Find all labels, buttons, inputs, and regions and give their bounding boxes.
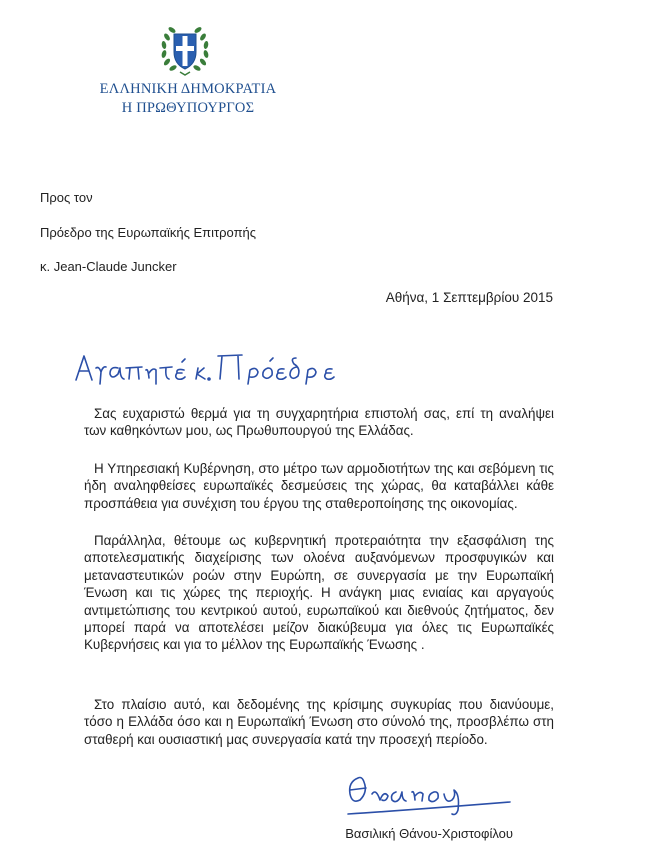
handwritten-signature: [340, 770, 520, 820]
recipient-line-2: Πρόεδρο της Ευρωπαϊκής Επιτροπής: [40, 225, 257, 240]
signature-handwriting-icon: [340, 770, 520, 820]
recipient-line-1: Προς τον: [40, 190, 93, 205]
header-line-republic: ΕΛΛΗΝΙΚΗ ΔΗΜΟΚΡΑΤΙΑ: [99, 81, 277, 97]
coat-of-arms-emblem: [158, 22, 212, 78]
paragraph-government: Η Υπηρεσιακή Κυβέρνηση, στο μέτρο των αρμοδιοτήτων της και σεβόμενη τις ήδη αναληφθείσες ευρωπαϊκές δεσμεύσεις της χώρας, θα καταβάλλει κάθε προσπάθεια για συνέχιση του έργου της σταθεροποίησης της οικονομίας.: [84, 461, 554, 511]
salutation-handwriting-icon: [70, 346, 350, 386]
letter-date: Αθήνα, 1 Σεπτεμβρίου 2015: [385, 290, 553, 305]
header-line-prime-minister: Η ΠΡΩΘΥΠΟΥΡΓΟΣ: [121, 100, 255, 116]
signer-name: Βασιλική Θάνου-Χριστοφίλου: [345, 826, 513, 841]
recipient-line-3: κ. Jean-Claude Juncker: [40, 259, 177, 274]
paragraph-migration: Παράλληλα, θέτουμε ως κυβερνητική προτεραιότητα την εξασφάλιση της αποτελεσματικής διαχείρισης των ολοένα αυξανόμενων προσφυγικών και μεταναστευτικών ροών στην Ευρώπη, σε συνεργασία με την Ευρωπαϊκή Ένωση και τις χώρες της περιοχής. Η ανάγκη μιας ενιαίας και αργαγούς αντιμετώπισης του κεντρικού αυτού, ευρωπαϊκού και διεθνούς ζητήματος, δεν μπορεί παρά να αποτελέσει μείζον διακύβευμα για όλες τις Ευρωπαϊκές Κυβερνήσεις και για το μέλλον της Ευρωπαϊκής Ένωσης .: [84, 533, 554, 653]
laurel-shield-icon: [158, 22, 212, 78]
government-header: [88, 80, 288, 118]
handwritten-salutation: [70, 346, 350, 386]
paragraph-thanks: Σας ευχαριστώ θερμά για τη συγχαρητήρια επιστολή σας, επί τη αναλήψει των καθηκόντων μου, ως Πρωθυπουργού της Ελλάδας.: [84, 406, 554, 439]
paragraph-cooperation: Στο πλαίσιο αυτό, και δεδομένης της κρίσιμης συγκυρίας που διανύουμε, τόσο η Ελλάδα όσο και η Ευρωπαϊκή Ένωση στο σύνολό της, προσβλέπω στη σταθερή και ουσιαστική μας συνεργασία κατά την προσεχή περίοδο.: [84, 697, 554, 747]
